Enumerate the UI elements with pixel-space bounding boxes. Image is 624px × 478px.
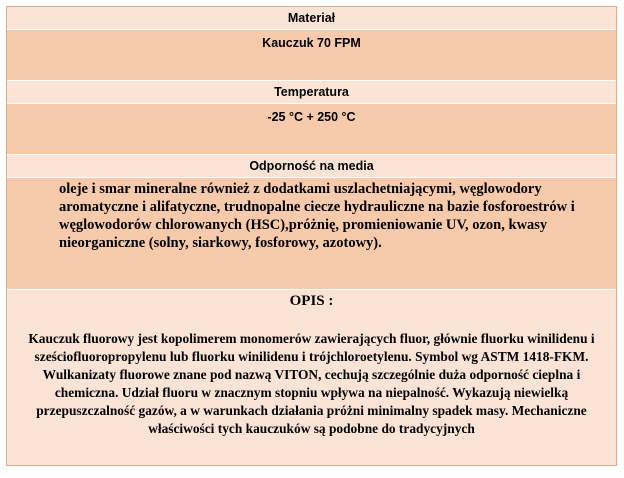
material-value: Kauczuk 70 FPM — [7, 30, 616, 81]
description-section — [7, 290, 616, 465]
material-header: Materiał — [7, 7, 616, 30]
temperature-header: Temperatura — [7, 81, 616, 104]
description-text: Kauczuk fluorowy jest kopolimerem monomerów zawierających fluor, głównie fluorku winilidenu i sześciofluoropropylenu lub fluorku winilidenu i trójchloroetylenu. Symbol wg ASTM 1418-FKM. Wulkanizaty fluorowe znane pod nazwą VITON, cechują szczególnie duża odporność cieplna i chemiczna. Udział fluoru w znacznym stopniu wpływa na niepalność. Wykazują niewielką przepuszczalność gazów, a w warunkach działania próżni minimalny spadek masy. Mechaniczne właściwości tych kauczuków są podobne do tradycyjnych — [28, 331, 595, 436]
material-spec-table — [6, 6, 617, 466]
description-title: OPIS : — [289, 293, 334, 309]
resistance-header: Odporność na media — [7, 155, 616, 178]
temperature-value: -25 °C + 250 °C — [7, 104, 616, 155]
resistance-value: oleje i smar mineralne również z dodatkami uszlachetniającymi, węglowodory aromatyczne i alifatyczne, trudnopalne ciecze hydrauliczne na bazie fosforoestrów i węglowodorów chlorowanych (HSC),próżnię, promieniowanie UV, ozon, kwasy nieorganiczne (solny, siarkowy, fosforowy, azotowy). — [7, 178, 616, 290]
